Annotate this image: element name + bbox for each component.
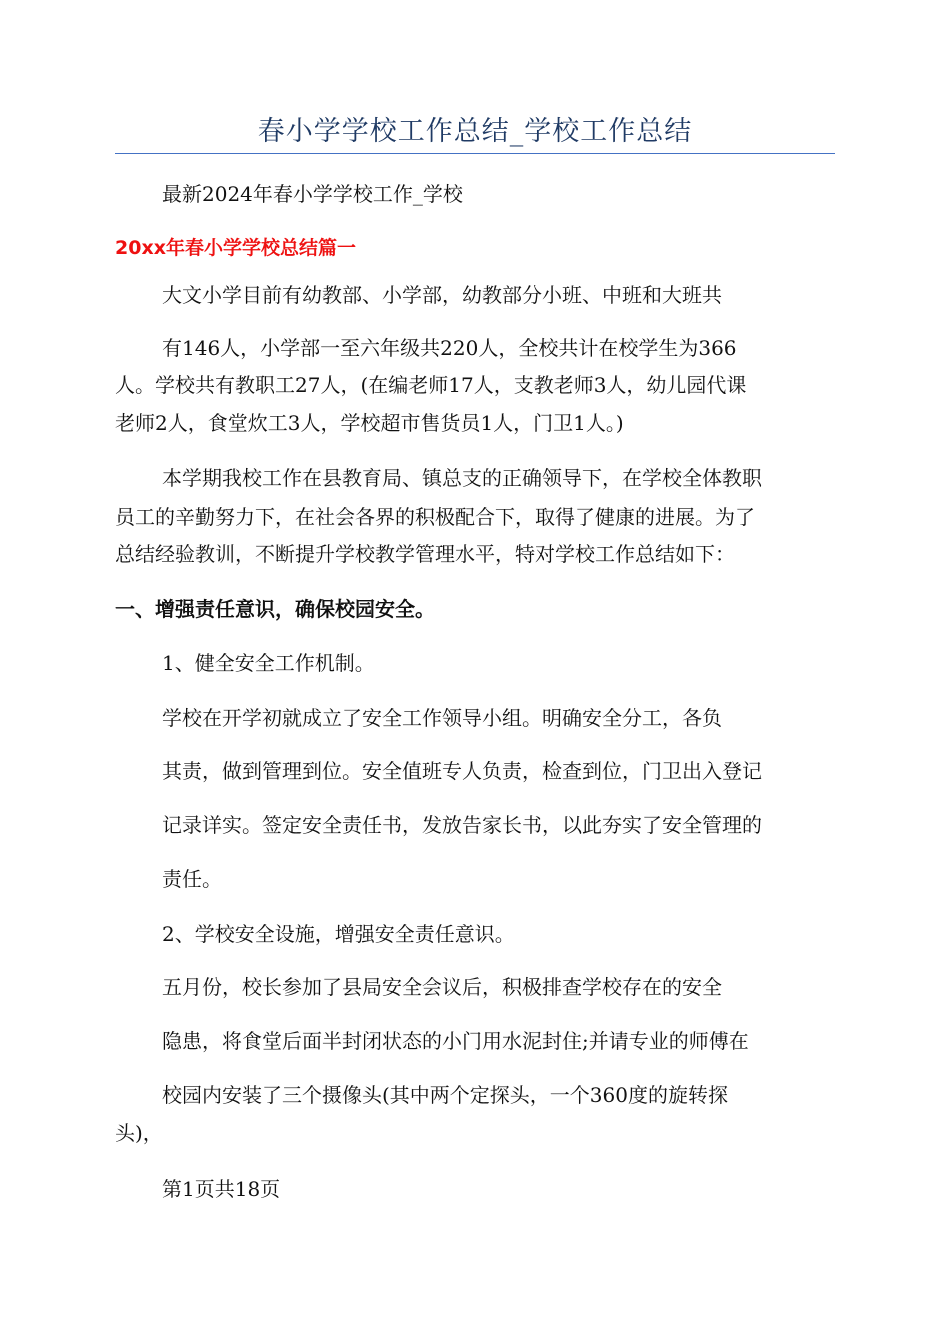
paragraph1-line4: 老师2人，食堂炊工3人，学校超市售货员1人，门卫1人。) [115,411,624,435]
document-title: 春小学学校工作总结_学校工作总结 [257,116,693,147]
paragraph2-line1: 本学期我校工作在县教育局、镇总支的正确领导下，在学校全体教职 [162,466,762,490]
paragraph1-line2: 有146人，小学部一至六年级共220人，全校共计在校学生为366 [162,336,737,360]
item1-body-line2: 其责，做到管理到位。安全值班专人负责，检查到位，门卫出入登记 [162,759,762,783]
item1-body-line3: 记录详实。签定安全责任书，发放告家长书，以此夯实了安全管理的 [162,813,762,837]
item2-body-line4: 头)， [115,1121,163,1145]
heading-1: 一、增强责任意识，确保校园安全。 [115,597,435,621]
paragraph1-line1: 大文小学目前有幼教部、小学部，幼教部分小班、中班和大班共 [162,283,722,307]
paragraph2-line2: 员工的辛勤努力下，在社会各界的积极配合下，取得了健康的进展。为了 [115,505,755,529]
item2-body-line3: 校园内安装了三个摄像头(其中两个定探头，一个360度的旋转探 [162,1083,728,1107]
title-underline [115,153,835,154]
document-subtitle: 最新2024年春小学学校工作_学校 [162,182,463,206]
item1-body-line4: 责任。 [162,867,222,891]
item2-body-line2: 隐患，将食堂后面半封闭状态的小门用水泥封住;并请专业的师傅在 [162,1029,749,1053]
item1-body-line1: 学校在开学初就成立了安全工作领导小组。明确安全分工，各负 [162,706,722,730]
section-heading: 20xx年春小学学校总结篇一 [115,237,356,259]
item1-title: 1、健全安全工作机制。 [162,651,375,675]
item2-title: 2、学校安全设施，增强安全责任意识。 [162,922,515,946]
item2-body-line1: 五月份，校长参加了县局安全会议后，积极排查学校存在的安全 [162,975,722,999]
paragraph2-line3: 总结经验教训，不断提升学校教学管理水平，特对学校工作总结如下： [115,542,735,566]
page-footer: 第1页共18页 [162,1177,281,1201]
paragraph1-line3: 人。学校共有教职工27人，(在编老师17人，支教老师3人，幼儿园代课 [115,373,747,397]
